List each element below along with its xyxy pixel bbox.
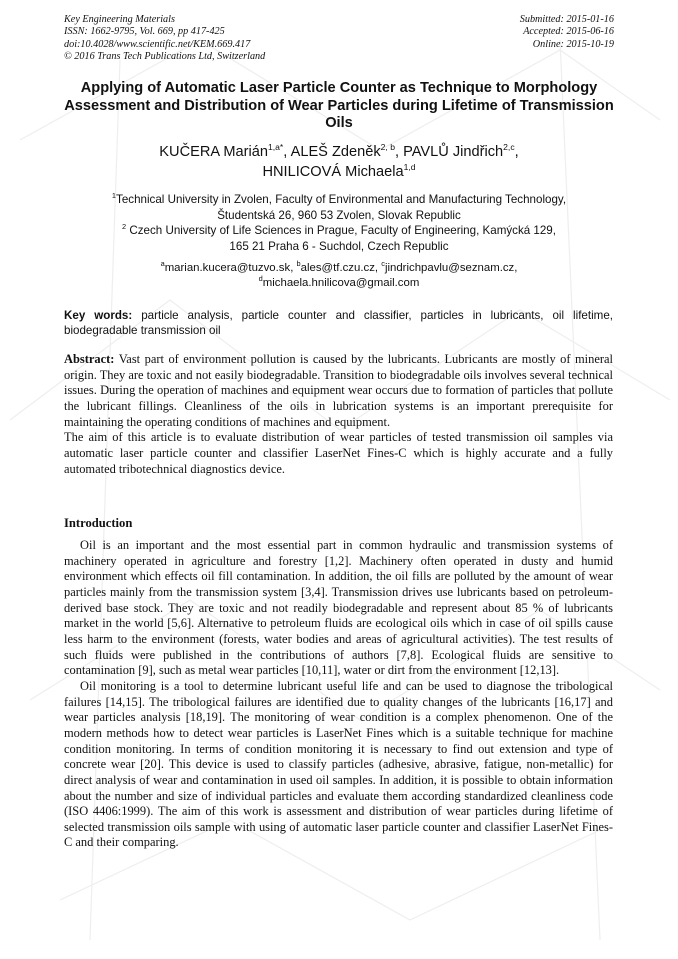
abstract xyxy=(64,352,613,477)
body-paragraph: Oil is an important and the most essential part in common hydraulic and transmission systems of machinery operated in agriculture and forestry [1,2]. Machinery often operated in dusty and humid environment which effects oil fill contamination. In addition, the oil fills are polluted by the amount of wear particles mainly from the transmission system [3,4]. Transmission drives use lubricants based on petroleum-derived base stock. They are toxic and not readily biodegradable and represent about 85 % of lubricants market in the world [5,6]. Alternative to petroleum fluids are ecological oils which in case of oil spills cause less harm to the environment (forests, water bodies and areas of agricultural activities). The test results of such fluids were published in the contributions of authors [7,8]. Ecological fluids are sensitive to contamination [9], such as metal wear particles [10,11], water or dirt from the environment [12,13]. xyxy=(64,538,613,678)
accepted-date: Accepted: 2015-06-16 xyxy=(523,26,614,38)
online-date: Online: 2015-10-19 xyxy=(532,38,614,50)
author-superscript: 1,a* xyxy=(267,142,284,153)
email-marker: b xyxy=(296,259,301,269)
affiliation-2-line2: 165 21 Praha 6 - Suchdol, Czech Republic xyxy=(229,239,449,253)
author-superscript: 2, b xyxy=(380,142,395,153)
abstract-label: Abstract: xyxy=(64,352,115,366)
author-name: ALEŠ Zdeněk xyxy=(290,144,381,160)
keywords-label: Key words: xyxy=(64,309,133,322)
author-superscript: 2,c xyxy=(503,142,515,153)
author-name: PAVLŮ Jindřich xyxy=(403,144,504,160)
affiliation-1-line2: Študentská 26, 960 53 Zvolen, Slovak Republic xyxy=(217,208,461,222)
email-link[interactable]: michaela.hnilicova@gmail.com xyxy=(262,277,420,290)
affiliation-2-line1: Czech University of Life Sciences in Prague, Faculty of Engineering, Kamýcká 129, xyxy=(129,224,556,238)
keywords xyxy=(64,308,613,339)
author-superscript: 1,d xyxy=(403,161,416,172)
email-link[interactable]: marian.kucera@tuzvo.sk, xyxy=(164,262,297,274)
submission-dates xyxy=(520,14,614,51)
paper-title: Applying of Automatic Laser Particle Counter as Technique to Morphology Assessment and Distribution of Wear Particles during Lifetime of Transmission Oils xyxy=(64,80,614,132)
author-name: HNILICOVÁ Michaela xyxy=(262,163,404,180)
email-marker: c xyxy=(381,259,385,269)
email-link[interactable]: ales@tf.czu.cz, xyxy=(300,262,382,274)
section-heading: Introduction xyxy=(64,516,133,530)
email-marker: a xyxy=(160,259,165,269)
submitted-date: Submitted: 2015-01-16 xyxy=(519,14,614,25)
journal-info xyxy=(64,14,265,64)
affiliation-1-line1: Technical University in Zvolen, Faculty of Environmental and Manufacturing Technology, xyxy=(116,193,567,206)
email-link[interactable]: jindrichpavlu@seznam.cz, xyxy=(384,262,518,274)
issn-line: ISSN: 1662-9795, Vol. 669, pp 417-425 xyxy=(64,26,225,38)
introduction-body xyxy=(64,538,613,851)
email-marker: d xyxy=(258,274,263,284)
doi-line: doi:10.4028/www.scientific.net/KEM.669.417 xyxy=(64,38,251,50)
journal-name: Key Engineering Materials xyxy=(64,14,175,25)
email-list xyxy=(60,261,618,291)
affiliation-marker: 2 xyxy=(122,222,127,232)
abstract-paragraph: The aim of this article is to evaluate distribution of wear particles of tested transmission oil samples via automatic laser particle counter and classifier LaserNet Fines-C which is highly accurate and a fully automated tribotechnical diagnostics device. xyxy=(64,430,613,476)
abstract-paragraph: Vast part of environment pollution is caused by the lubricants. Lubricants are mostly of mineral origin. They are toxic and not easily biodegradable. Transition to biodegradable oils involves several technical issues. During the operation of machines and equipment wear occurs due to formation of particles that pollute the lubricant fillings. Cleanliness of the oils in lubrication systems is an important prerequisite for maintaining the operating conditions of machines and equipment. xyxy=(64,352,613,429)
keywords-text: particle analysis, particle counter and classifier, particles in lubricants, oil lifetime, biodegradable transmission oil xyxy=(64,309,613,338)
affiliations xyxy=(60,192,618,254)
author-list: KUČERA Marián$^{1,a*}$, ALEŠ Zdeněk$^{2, b}$, PAVLŮ Jindřich$^{2,c}$, HNILICOVÁ Michaela$^{1,d}$ xyxy=(159,142,519,180)
body-paragraph: Oil monitoring is a tool to determine lubricant useful life and can be used to diagnose the tribological failures [14,15]. The tribological failures are identified due to quality changes of the lubricants [16,17] and wear particles analysis [18,19]. The monitoring of wear condition is a complex phenomenon. One of the modern methods how to detect wear particles is LaserNet Fines which is a suitable technique for machine condition monitoring. In terms of condition monitoring it is necessary to find out extension and type of concrete wear [20]. This device is used to classify particles (adhesive, abrasive, fatigue, non-metallic) for direct analysis of wear and contamination in used oil samples. In addition, it is possible to obtain information about the number and size of individual particles and evaluate them according standardized cleanliness code (ISO 4406:1999). The aim of this work is assessment and distribution of wear particles during lifetime of selected transmission oils sample with using of automatic laser particle counter and classifier LaserNet Fines-C and their comparing. xyxy=(64,678,613,850)
affiliation-marker: 1 xyxy=(111,191,117,201)
author-name: KUČERA Marián xyxy=(159,144,268,160)
copyright-line: © 2016 Trans Tech Publications Ltd, Switzerland xyxy=(64,51,266,63)
